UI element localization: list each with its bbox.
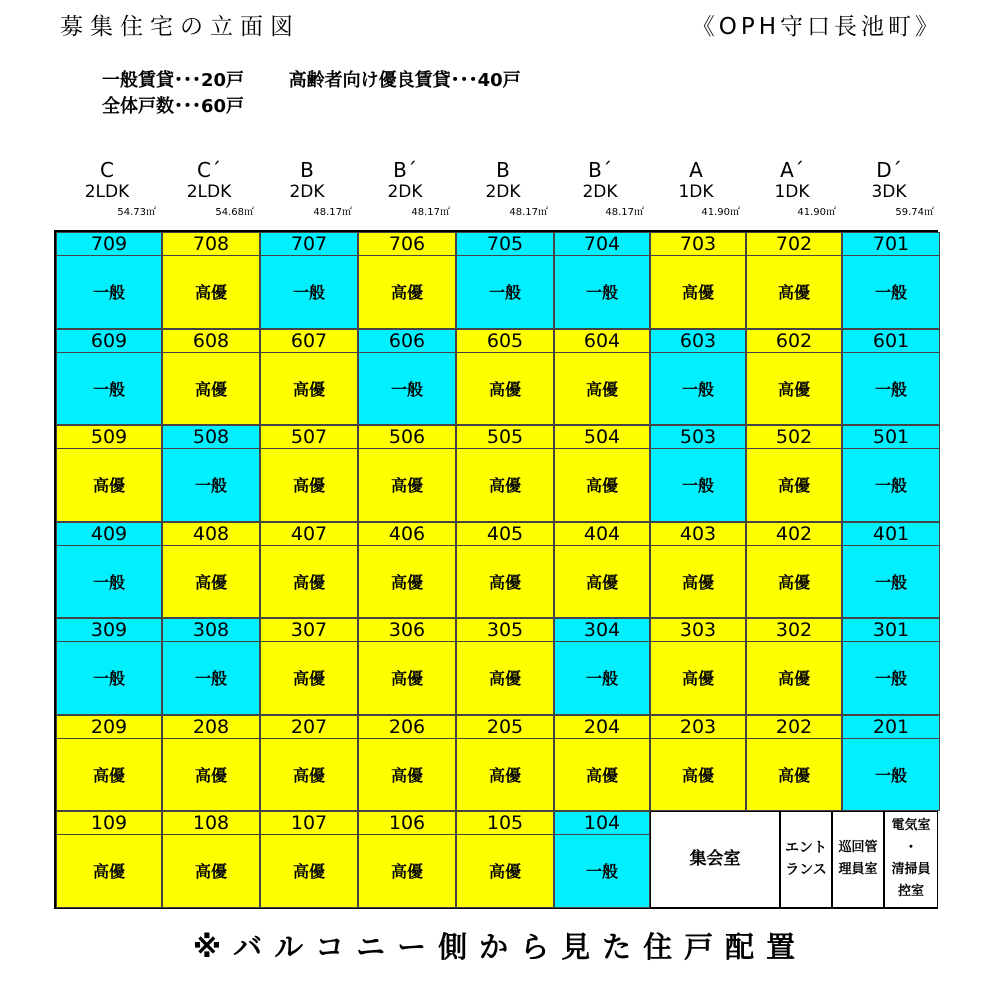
- unit-number: 604: [555, 330, 649, 353]
- unit-cell: [358, 329, 456, 426]
- unit-number: 202: [747, 716, 841, 739]
- unit-number: 405: [457, 523, 553, 546]
- unit-number: 107: [261, 812, 357, 835]
- unit-number: 307: [261, 619, 357, 642]
- unit-cell: [650, 329, 746, 426]
- unit-number: 509: [57, 426, 161, 449]
- unit-number: 407: [261, 523, 357, 546]
- unit-type-area: 48.17㎡: [605, 207, 644, 218]
- unit-cell: [358, 715, 456, 812]
- unit-category: 高優: [92, 862, 125, 882]
- unit-category: 一般: [874, 476, 907, 496]
- unit-category: 一般: [874, 283, 907, 303]
- unit-category: 高優: [390, 572, 423, 592]
- unit-category: 高優: [777, 379, 810, 399]
- unit-category: 高優: [194, 862, 227, 882]
- unit-cell: [358, 811, 456, 908]
- unit-type: [840, 160, 938, 230]
- unit-number: 104: [555, 812, 649, 835]
- unit-cell: [260, 329, 358, 426]
- unit-category: 高優: [292, 476, 325, 496]
- unit-type-plan: 2LDK: [84, 182, 130, 202]
- unit-category: 高優: [92, 476, 125, 496]
- unit-cell: [162, 425, 260, 522]
- unit-number: 209: [57, 716, 161, 739]
- unit-cell: [554, 425, 650, 522]
- unit-category: 一般: [92, 669, 125, 689]
- unit-category: 高優: [681, 572, 714, 592]
- unit-number: 602: [747, 330, 841, 353]
- unit-number: 607: [261, 330, 357, 353]
- unit-cell: [746, 522, 842, 619]
- unit-number: 404: [555, 523, 649, 546]
- entrance-label: ランス: [785, 862, 827, 879]
- unit-cell: [456, 329, 554, 426]
- unit-category: 一般: [874, 669, 907, 689]
- unit-category: 高優: [681, 669, 714, 689]
- unit-category: 高優: [292, 669, 325, 689]
- unit-cell: [456, 715, 554, 812]
- unit-cell: [162, 329, 260, 426]
- unit-category: 一般: [585, 669, 618, 689]
- unit-type-area: 54.73㎡: [117, 207, 156, 218]
- manager-room-label: 巡回管: [838, 840, 878, 856]
- unit-category: 高優: [488, 476, 521, 496]
- unit-number: 109: [57, 812, 161, 835]
- unit-category: 高優: [488, 862, 521, 882]
- unit-category: 一般: [585, 283, 618, 303]
- electrical-cleaner-room-label: 清掃員: [891, 862, 931, 878]
- unit-category: 高優: [488, 379, 521, 399]
- unit-number: 302: [747, 619, 841, 642]
- unit-category: 一般: [92, 283, 125, 303]
- unit-category: 高優: [292, 862, 325, 882]
- unit-number: 501: [843, 426, 939, 449]
- unit-type-code: B´: [588, 158, 612, 182]
- unit-number: 205: [457, 716, 553, 739]
- entrance: [780, 811, 832, 908]
- unit-cell: [358, 232, 456, 329]
- unit-type-plan: 2DK: [582, 182, 618, 202]
- unit-cell: [456, 425, 554, 522]
- unit-number: 706: [359, 233, 455, 256]
- unit-number: 506: [359, 426, 455, 449]
- unit-number: 603: [651, 330, 745, 353]
- elderly-count: 高齢者向け優良賃貸･･･40戸: [288, 70, 521, 91]
- unit-number: 204: [555, 716, 649, 739]
- unit-category: 一般: [92, 379, 125, 399]
- building-elevation-grid: [54, 230, 938, 909]
- unit-type-area: 41.90㎡: [701, 207, 740, 218]
- unit-cell: [746, 425, 842, 522]
- unit-cell: [554, 811, 650, 908]
- footnote: ※バルコニー側から見た住戸配置: [192, 930, 808, 964]
- unit-cell: [650, 425, 746, 522]
- unit-cell: [260, 425, 358, 522]
- unit-category: 一般: [488, 283, 521, 303]
- unit-category: 高優: [390, 476, 423, 496]
- unit-category: 高優: [390, 283, 423, 303]
- unit-number: 704: [555, 233, 649, 256]
- unit-category: 一般: [92, 572, 125, 592]
- electrical-cleaner-room: [884, 811, 938, 908]
- unit-category: 一般: [292, 283, 325, 303]
- unit-number: 707: [261, 233, 357, 256]
- unit-type: [160, 160, 258, 230]
- unit-category: 高優: [585, 572, 618, 592]
- unit-category: 高優: [292, 765, 325, 785]
- unit-cell: [260, 232, 358, 329]
- location-label: 《OPH守口長池町》: [691, 14, 942, 40]
- unit-number: 108: [163, 812, 259, 835]
- unit-cell: [260, 811, 358, 908]
- unit-number: 402: [747, 523, 841, 546]
- electrical-cleaner-room-label: 電気室: [891, 818, 931, 834]
- unit-number: 106: [359, 812, 455, 835]
- unit-cell: [456, 618, 554, 715]
- unit-number: 406: [359, 523, 455, 546]
- unit-type-code: B´: [393, 158, 417, 182]
- electrical-cleaner-room-label: 控室: [897, 884, 924, 900]
- unit-category: 高優: [777, 669, 810, 689]
- unit-type-header: [54, 160, 938, 230]
- unit-type-plan: 1DK: [774, 182, 810, 202]
- unit-category: 高優: [681, 283, 714, 303]
- unit-cell: [554, 522, 650, 619]
- unit-type-area: 54.68㎡: [215, 207, 254, 218]
- unit-type: [454, 160, 552, 230]
- unit-cell: [162, 618, 260, 715]
- unit-type-plan: 2DK: [387, 182, 423, 202]
- unit-cell: [358, 425, 456, 522]
- unit-type-code: C´: [197, 158, 221, 182]
- unit-category: 一般: [681, 379, 714, 399]
- general-count: 一般賃貸･･･20戸: [102, 70, 245, 91]
- unit-type-plan: 2LDK: [186, 182, 232, 202]
- unit-number: 304: [555, 619, 649, 642]
- unit-number: 401: [843, 523, 939, 546]
- unit-category: 一般: [681, 476, 714, 496]
- unit-category: 一般: [874, 765, 907, 785]
- unit-cell: [162, 811, 260, 908]
- summary-line-1: [102, 66, 521, 92]
- unit-number: 608: [163, 330, 259, 353]
- unit-number: 601: [843, 330, 939, 353]
- unit-cell: [260, 715, 358, 812]
- unit-cell: [650, 232, 746, 329]
- unit-category: 高優: [194, 765, 227, 785]
- unit-type-code: A: [689, 158, 703, 182]
- unit-category: 高優: [777, 476, 810, 496]
- unit-number: 308: [163, 619, 259, 642]
- unit-cell: [746, 232, 842, 329]
- unit-number: 502: [747, 426, 841, 449]
- unit-category: 高優: [585, 765, 618, 785]
- unit-type: [648, 160, 744, 230]
- unit-category: 一般: [874, 572, 907, 592]
- unit-type-code: B: [300, 158, 314, 182]
- unit-number: 409: [57, 523, 161, 546]
- unit-number: 305: [457, 619, 553, 642]
- unit-category: 高優: [390, 765, 423, 785]
- unit-number: 605: [457, 330, 553, 353]
- unit-category: 高優: [585, 476, 618, 496]
- total-count: 全体戸数･･･60戸: [102, 96, 245, 117]
- unit-category: 一般: [194, 476, 227, 496]
- unit-category: 高優: [681, 765, 714, 785]
- meeting-room-label: 集会室: [689, 849, 741, 870]
- unit-cell: [842, 329, 940, 426]
- unit-cell: [56, 522, 162, 619]
- unit-cell: [260, 618, 358, 715]
- unit-cell: [456, 522, 554, 619]
- unit-category: 高優: [777, 765, 810, 785]
- manager-room: [832, 811, 884, 908]
- unit-number: 701: [843, 233, 939, 256]
- unit-cell: [56, 811, 162, 908]
- summary-line-2: [102, 92, 244, 118]
- unit-number: 306: [359, 619, 455, 642]
- unit-cell: [554, 232, 650, 329]
- unit-type: [258, 160, 356, 230]
- unit-category: 高優: [777, 572, 810, 592]
- unit-cell: [842, 715, 940, 812]
- unit-number: 105: [457, 812, 553, 835]
- unit-number: 507: [261, 426, 357, 449]
- unit-number: 508: [163, 426, 259, 449]
- unit-category: 高優: [585, 379, 618, 399]
- unit-type-area: 41.90㎡: [797, 207, 836, 218]
- unit-number: 201: [843, 716, 939, 739]
- unit-number: 708: [163, 233, 259, 256]
- unit-cell: [260, 522, 358, 619]
- unit-cell: [456, 811, 554, 908]
- unit-cell: [56, 329, 162, 426]
- unit-type-code: D´: [876, 158, 902, 182]
- unit-number: 207: [261, 716, 357, 739]
- unit-cell: [842, 425, 940, 522]
- unit-cell: [554, 715, 650, 812]
- unit-type: [744, 160, 840, 230]
- unit-number: 503: [651, 426, 745, 449]
- unit-type-plan: 1DK: [678, 182, 714, 202]
- unit-category: 高優: [488, 669, 521, 689]
- unit-category: 高優: [390, 862, 423, 882]
- unit-type-area: 48.17㎡: [411, 207, 450, 218]
- unit-type-plan: 2DK: [485, 182, 521, 202]
- entrance-label: エント: [785, 840, 827, 857]
- unit-number: 504: [555, 426, 649, 449]
- unit-type-plan: 3DK: [871, 182, 907, 202]
- unit-number: 408: [163, 523, 259, 546]
- unit-type-area: 48.17㎡: [509, 207, 548, 218]
- unit-number: 609: [57, 330, 161, 353]
- unit-number: 403: [651, 523, 745, 546]
- unit-number: 303: [651, 619, 745, 642]
- unit-cell: [554, 618, 650, 715]
- unit-cell: [56, 618, 162, 715]
- unit-cell: [842, 522, 940, 619]
- unit-number: 301: [843, 619, 939, 642]
- unit-category: 高優: [194, 572, 227, 592]
- electrical-cleaner-room-label: ・: [904, 840, 918, 856]
- unit-number: 208: [163, 716, 259, 739]
- unit-category: 高優: [92, 765, 125, 785]
- unit-cell: [554, 329, 650, 426]
- unit-cell: [162, 522, 260, 619]
- unit-type-area: 59.74㎡: [895, 207, 934, 218]
- unit-type-code: B: [496, 158, 510, 182]
- unit-category: 高優: [488, 572, 521, 592]
- unit-number: 703: [651, 233, 745, 256]
- unit-cell: [650, 618, 746, 715]
- unit-number: 309: [57, 619, 161, 642]
- unit-number: 705: [457, 233, 553, 256]
- unit-category: 一般: [585, 862, 618, 882]
- unit-cell: [162, 715, 260, 812]
- unit-number: 206: [359, 716, 455, 739]
- unit-cell: [746, 618, 842, 715]
- unit-cell: [56, 425, 162, 522]
- unit-number: 709: [57, 233, 161, 256]
- unit-cell: [162, 232, 260, 329]
- unit-number: 203: [651, 716, 745, 739]
- unit-type-code: A´: [780, 158, 804, 182]
- unit-category: 高優: [292, 379, 325, 399]
- unit-category: 高優: [390, 669, 423, 689]
- unit-cell: [456, 232, 554, 329]
- unit-category: 高優: [292, 572, 325, 592]
- unit-type: [552, 160, 648, 230]
- unit-type-code: C: [100, 158, 114, 182]
- unit-type: [54, 160, 160, 230]
- unit-cell: [842, 232, 940, 329]
- unit-type: [356, 160, 454, 230]
- unit-category: 一般: [390, 379, 423, 399]
- unit-cell: [56, 232, 162, 329]
- page-title: 募集住宅の立面図: [60, 14, 300, 40]
- unit-category: 一般: [874, 379, 907, 399]
- unit-number: 606: [359, 330, 455, 353]
- unit-number: 505: [457, 426, 553, 449]
- unit-cell: [358, 522, 456, 619]
- unit-category: 高優: [777, 283, 810, 303]
- unit-cell: [650, 715, 746, 812]
- manager-room-label: 理員室: [838, 862, 878, 878]
- unit-cell: [650, 522, 746, 619]
- unit-category: 一般: [194, 669, 227, 689]
- unit-category: 高優: [194, 283, 227, 303]
- unit-category: 高優: [194, 379, 227, 399]
- unit-cell: [358, 618, 456, 715]
- meeting-room: [650, 811, 780, 908]
- unit-number: 702: [747, 233, 841, 256]
- unit-type-area: 48.17㎡: [313, 207, 352, 218]
- unit-cell: [842, 618, 940, 715]
- unit-cell: [746, 329, 842, 426]
- unit-cell: [746, 715, 842, 812]
- unit-type-plan: 2DK: [289, 182, 325, 202]
- unit-category: 高優: [488, 765, 521, 785]
- unit-cell: [56, 715, 162, 812]
